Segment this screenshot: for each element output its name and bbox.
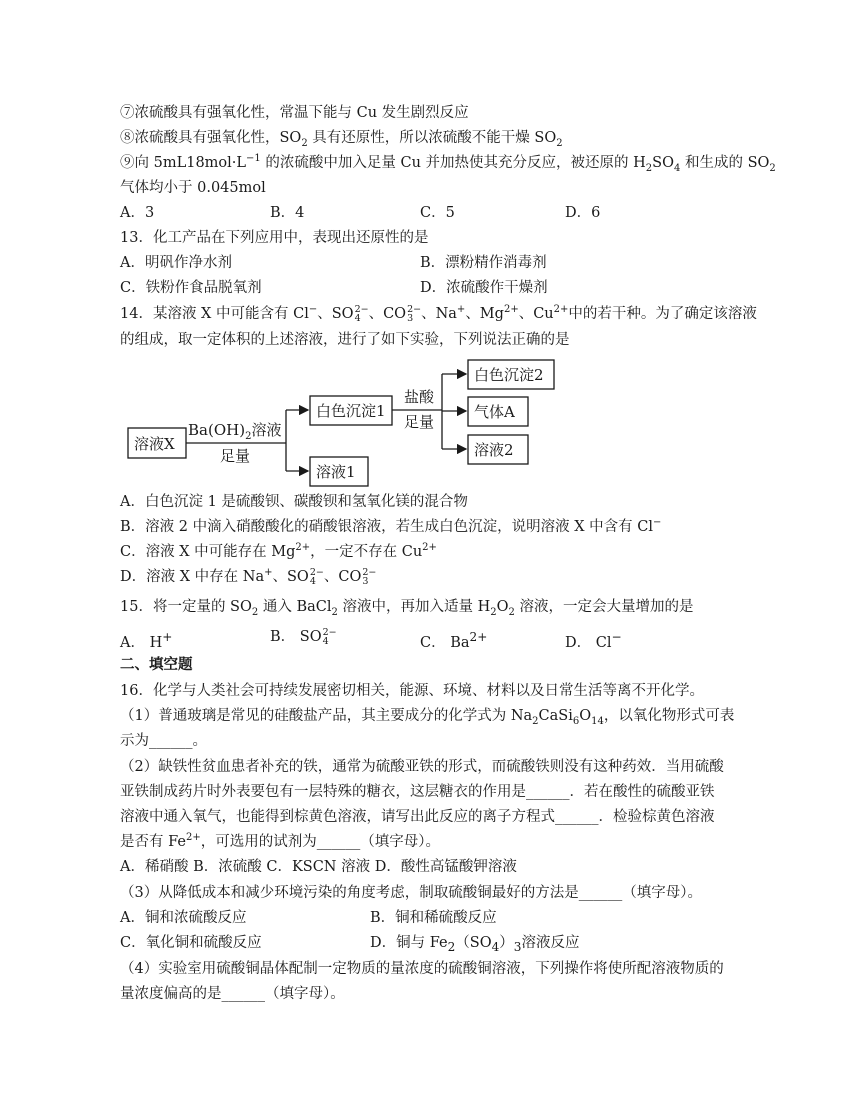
q16-p2-line4 bbox=[120, 832, 440, 852]
q14-stem-line1 bbox=[120, 304, 757, 324]
q16-p4-line2: 量浓度偏高的是______（填字母）。 bbox=[120, 986, 345, 1002]
label-solution-2: 溶液2 bbox=[474, 441, 514, 459]
q14-s-e: 、Na bbox=[421, 306, 457, 322]
q14-s-c: 、SO bbox=[317, 306, 354, 322]
q14-s-k: 中的若干种。为了确定该溶液 bbox=[568, 306, 757, 322]
q13-stem: 13．化工产品在下列应用中，表现出还原性的是 bbox=[120, 230, 429, 246]
q14-s-g: 、Mg bbox=[465, 306, 504, 322]
s9-c: 的浓硫酸中加入足量 Cu 并加热使其充分反应，被还原的 H bbox=[260, 155, 646, 171]
q15-option-c bbox=[420, 627, 487, 653]
p1-a: （1）普通玻璃是常见的硅酸盐产品，其主要成分的化学式为 Na bbox=[120, 708, 533, 724]
q15ob-sup: 2− bbox=[322, 627, 337, 638]
q16-p3-option-c: C．氧化铜和硫酸反应 bbox=[120, 935, 262, 951]
statement-7-text: ⑦浓硫酸具有强氧化性，常温下能与 Cu 发生剧烈反应 bbox=[120, 105, 469, 121]
q14c-d: 2+ bbox=[422, 542, 437, 554]
p3d-f: 3 bbox=[513, 939, 522, 954]
q14d-a: D．溶液 X 中存在 Na bbox=[120, 569, 265, 585]
p3d-c: （SO bbox=[455, 935, 492, 951]
statement-9 bbox=[120, 153, 776, 173]
q14d-co3-charge bbox=[362, 568, 376, 586]
p1-e: O bbox=[579, 708, 592, 724]
p2l4-a: 是否有 Fe bbox=[120, 834, 186, 850]
q16-p4-line1: （4）实验室用硫酸铜晶体配制一定物质的量浓度的硫酸铜溶液，下列操作将使所配溶液物质的 bbox=[120, 961, 724, 977]
s9-sup: −1 bbox=[246, 153, 261, 165]
q16-p1-line2: 示为______。 bbox=[120, 733, 207, 749]
label-gas-a: 气体A bbox=[474, 403, 515, 421]
statement-9-line2 bbox=[120, 178, 266, 198]
q14-s-i: 、Cu bbox=[518, 306, 554, 322]
q14-s-h: 2+ bbox=[503, 304, 519, 316]
q15-e: 溶液中，再加入适量 H bbox=[337, 599, 491, 615]
q14-stem-line2: 的组成，取一定体积的上述溶液，进行了如下实验，下列说法正确的是 bbox=[120, 332, 570, 348]
s9-sub3: 2 bbox=[769, 162, 776, 174]
q15-d: 2 bbox=[331, 606, 338, 618]
q15-a: 15．将一定量的 SO bbox=[120, 599, 252, 615]
q14-s-b: − bbox=[308, 304, 318, 316]
q14d-co3-sup: 2− bbox=[362, 567, 377, 578]
q14c-c: ，一定不存在 Cu bbox=[310, 544, 423, 560]
p1-f: 14 bbox=[591, 715, 604, 727]
q16-p2-line3: 溶液中通入氧气，也能得到棕黄色溶液，请写出此反应的离子方程式______．检验棕黄色溶液 bbox=[120, 809, 715, 825]
label-solution-1: 溶液1 bbox=[316, 463, 356, 481]
q14b-a: B．溶液 2 中滴入硝酸酸化的硝酸银溶液，若生成白色沉淀，说明溶液 X 中含有 Cl bbox=[120, 519, 653, 535]
q15od-a: D． Cl bbox=[565, 634, 612, 651]
q16-p3-option-a: A．铜和浓硫酸反应 bbox=[120, 910, 247, 926]
so4-charge bbox=[355, 305, 369, 323]
q15oa-b: + bbox=[162, 630, 173, 644]
statement-7 bbox=[120, 103, 469, 123]
q16-p3: （3）从降低成本和减少环境污染的角度考虑，制取硫酸铜最好的方法是______（填字母）。 bbox=[120, 885, 702, 901]
q12-option-b: B．4 bbox=[270, 205, 305, 221]
q14d-so4-sub: 4 bbox=[309, 576, 316, 587]
q16-p2-options: A．稀硝酸 B．浓硫酸 C．KSCN 溶液 D．酸性高锰酸钾溶液 bbox=[120, 859, 517, 875]
q14d-c: 、SO bbox=[272, 569, 309, 585]
q13-option-d: D．浓硫酸作干燥剂 bbox=[420, 280, 548, 296]
q14d-d: 、CO bbox=[323, 569, 362, 585]
s9-line2: 气体均小于 0.045mol bbox=[120, 180, 266, 196]
q14d-so4-sup: 2− bbox=[309, 567, 324, 578]
label-reagent2: 盐酸 bbox=[404, 388, 435, 406]
p3d-g: 溶液反应 bbox=[521, 935, 580, 951]
q15-stem bbox=[120, 597, 694, 617]
p1-d: 6 bbox=[572, 715, 580, 727]
label-reagent1 bbox=[188, 421, 281, 442]
q13-option-a: A．明矾作净水剂 bbox=[120, 255, 232, 271]
s8-sub2: 2 bbox=[556, 137, 563, 149]
p3d-a: D．铜与 Fe bbox=[370, 935, 448, 951]
r1-b: 2 bbox=[245, 431, 252, 442]
q14d-b: + bbox=[264, 567, 273, 579]
co3-charge bbox=[407, 305, 421, 323]
q16-p2-line1: （2）缺铁性贫血患者补充的铁，通常为硫酸亚铁的形式，而硫酸铁则没有这种药效．当用硫酸 bbox=[120, 759, 724, 775]
label-white-ppt-2: 白色沉淀2 bbox=[474, 366, 544, 384]
q15-g: O bbox=[496, 599, 509, 615]
s9-a: ⑨向 5mL18mol·L bbox=[120, 155, 247, 171]
p3d-b: 2 bbox=[447, 939, 456, 954]
q16-p2-line2: 亚铁制成药片时外表要包有一层特殊的糖衣，这层糖衣的作用是______．若在酸性的硫酸亚铁 bbox=[120, 784, 715, 800]
s8-a: ⑧浓硫酸具有强氧化性，SO bbox=[120, 130, 302, 146]
q15oa-a: A． H bbox=[120, 634, 163, 651]
s9-sub2: 4 bbox=[674, 162, 681, 174]
s9-g: 和生成的 SO bbox=[680, 155, 770, 171]
p2l4-c: ，可选用的试剂为______（填字母）。 bbox=[200, 834, 440, 850]
q15-b: 2 bbox=[251, 606, 259, 618]
q14-option-a: A．白色沉淀 1 是硫酸钡、碳酸钡和氢氧化镁的混合物 bbox=[120, 494, 468, 510]
p3d-d: 4 bbox=[491, 939, 500, 954]
q14b-b: − bbox=[652, 517, 662, 529]
q16-p3-option-d bbox=[370, 933, 579, 957]
q14-s-a: 14．某溶液 X 中可能含有 Cl bbox=[120, 306, 309, 322]
q14-option-c bbox=[120, 542, 437, 562]
q14c-a: C．溶液 X 中可能存在 Mg bbox=[120, 544, 296, 560]
s8-sub: 2 bbox=[301, 137, 308, 149]
co3-sub: 3 bbox=[407, 313, 414, 324]
q15oc-b: 2+ bbox=[469, 630, 488, 644]
q15-option-b bbox=[270, 627, 337, 647]
q15ob-sub: 4 bbox=[322, 636, 329, 647]
q13-option-c: C．铁粉作食品脱氧剂 bbox=[120, 280, 262, 296]
p1-b: 2 bbox=[532, 715, 539, 727]
p1-c: CaSi bbox=[538, 708, 573, 724]
q14d-co3-sub: 3 bbox=[362, 576, 369, 587]
co3-sup: 2− bbox=[407, 304, 422, 315]
q15oc-a: C． Ba bbox=[420, 634, 470, 651]
section-heading: 二、填空题 bbox=[120, 657, 193, 673]
label-solution-x: 溶液X bbox=[134, 435, 175, 453]
statement-8 bbox=[120, 128, 563, 148]
q13-option-b: B．漂粉精作消毒剂 bbox=[420, 255, 547, 271]
q15ob-a: B． SO bbox=[270, 629, 322, 645]
q14d-so4-charge bbox=[310, 568, 324, 586]
q14-s-f: + bbox=[456, 304, 466, 316]
label-white-ppt-1: 白色沉淀1 bbox=[316, 402, 386, 420]
so4-sub: 4 bbox=[354, 313, 361, 324]
p3d-e: ） bbox=[499, 935, 514, 951]
p1-g: ，以氧化物形式可表 bbox=[603, 708, 735, 724]
q16-p3-option-b: B．铜和稀硫酸反应 bbox=[370, 910, 497, 926]
q15od-b: − bbox=[611, 630, 622, 644]
q15-option-d bbox=[565, 627, 622, 653]
so4-sup: 2− bbox=[354, 304, 369, 315]
q16-p1 bbox=[120, 706, 734, 726]
q12-option-d: D．6 bbox=[565, 205, 601, 221]
q16-stem: 16．化学与人类社会可持续发展密切相关，能源、环境、材料以及日常生活等离不开化学。 bbox=[120, 683, 704, 699]
label-reagent2-amount: 足量 bbox=[404, 413, 435, 431]
q14c-b: 2+ bbox=[295, 542, 311, 554]
s9-e: SO bbox=[652, 155, 674, 171]
q15-f: 2 bbox=[490, 606, 497, 618]
q15-c: 通入 BaCl bbox=[258, 599, 332, 615]
q15-i: 溶液，一定会大量增加的是 bbox=[514, 599, 694, 615]
s9-sub1: 2 bbox=[645, 162, 653, 174]
r1-c: 溶液 bbox=[251, 421, 282, 439]
q12-option-a: A．3 bbox=[120, 205, 155, 221]
q14-option-b bbox=[120, 517, 661, 537]
q14-flow-diagram bbox=[120, 355, 570, 490]
s8-c: 具有还原性，所以浓硫酸不能干燥 SO bbox=[307, 130, 557, 146]
q15-h: 2 bbox=[508, 606, 515, 618]
label-reagent1-amount: 足量 bbox=[220, 447, 251, 465]
r1-a: Ba(OH) bbox=[188, 421, 246, 439]
p2l4-b: 2+ bbox=[185, 832, 201, 844]
q14-option-d bbox=[120, 567, 376, 587]
q14-s-j: 2+ bbox=[553, 304, 569, 316]
q15-option-a bbox=[120, 627, 172, 653]
q15ob-charge bbox=[323, 628, 337, 646]
q12-option-c: C．5 bbox=[420, 205, 455, 221]
q14-s-d: 、CO bbox=[368, 306, 407, 322]
